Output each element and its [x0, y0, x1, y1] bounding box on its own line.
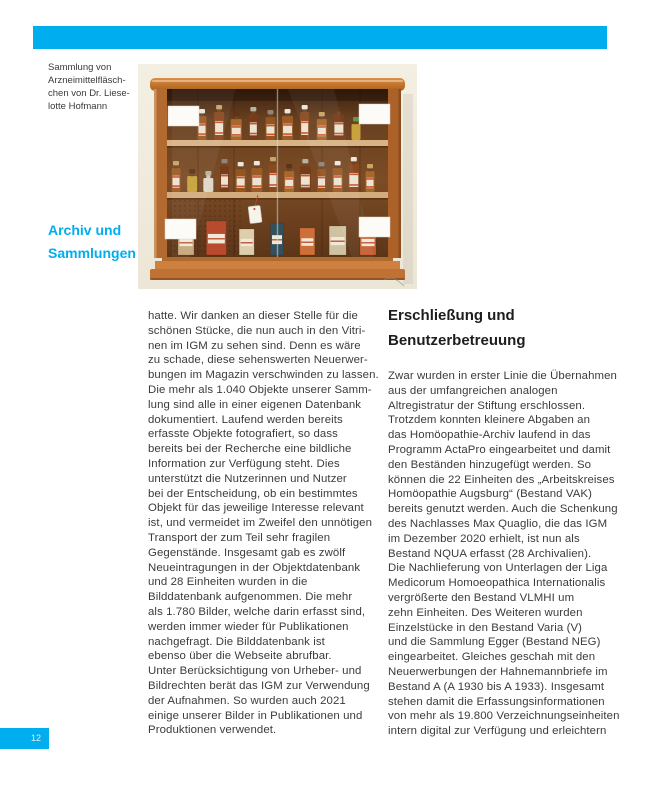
- photo-caption: Sammlung von Arzneimittelfläsch- chen von Dr. Liese- lotte Hofmann: [48, 62, 130, 112]
- body-text-right-column: Zwar wurden in erster Linie die Übernahmen aus der umfangreichen analogen Altregistratur der Stiftung erschlossen. Trotzdem konnten kleinere Abgaben an das Homöopathie-Archiv laufend in das Programm ActaPro eingearbeitet und damit den Beständen hinzugefügt werden. So können die 22 Einheiten des „Arbeitskreises Homöopathie Augsburg“ (Bestand VAK) bereits genutzt werden. Auch die Schenkung des Nachlasses Max Quaglio, die das IGM im Dezember 2020 erhielt, ist nun als Bestand NQUA erfasst (28 Archivalien). Die Nachlieferung von Unterlagen der Liga Medicorum Homoeopathica Internationalis vergrößerte den Bestand VLMHI um zehn Einheiten. Des Weiteren wurden Einzelstücke in den Bestand Varia (V) und die Sammlung Egger (Bestand NEG) eingearbeitet. Gleiches geschah mit den Neuerwerbungen der Hahnemannbriefe im Bestand A (A 1930 bis A 1933). Insgesamt stehen damit die Erfassungsinformationen von mehr als 19.800 Verzeichnungseinheiten intern digital zur Verfügung und erleichtern: [388, 370, 620, 738]
- collection-photo: [138, 64, 417, 289]
- header-accent-bar: [33, 26, 607, 49]
- body-text-left-column: hatte. Wir danken an dieser Stelle für die schönen Stücke, die nun auch in den Vitri- nen im IGM zu sehen sind. Denn es wäre zu schade, diese sehenswerten Neuerwer- bungen im Magazin verschwinden zu lassen. Die mehr als 1.040 Objekte unserer Samm- lung sind alle in einer eigenen Datenbank dokumentiert. Laufend werden bereits erfasste Objekte fotografiert, so dass bereits bei der Recherche eine bildliche Information zur Verfügung steht. Dies unterstützt die Nutzerinnen und Nutzer bei der Entscheidung, ob ein bestimmtes Objekt für das jeweilige Interesse relevant ist, und vermeidet im Zweifel den unnötigen Transport der zum Teil sehr fragilen Gegenstände. Insgesamt gab es zwölf Neueintragungen in der Objektdatenbank und 28 Einheiten wurden in die Bilddatenbank aufgenommen. Die mehr als 1.780 Bilder, welche darin erfasst sind, werden immer wieder für Publikationen nachgefragt. Die Bilddatenbank ist ebenso über die Webseite abrufbar. Unter Berücksichtigung von Urheber- und Bildrechten berät das IGM zur Verwendung der Aufnahmen. So wurden auch 2021 einige unserer Bilder in Publikationen und Produktionen verwendet.: [148, 310, 379, 737]
- page-number: 12: [30, 733, 41, 743]
- medicine-cabinet-illustration: [138, 64, 417, 289]
- section-heading-erschliessung: Erschließung und Benutzerbetreuung: [388, 307, 526, 349]
- section-label-archiv-und-sammlungen: Archiv und Sammlungen: [48, 222, 136, 261]
- page-number-bar: [0, 728, 49, 749]
